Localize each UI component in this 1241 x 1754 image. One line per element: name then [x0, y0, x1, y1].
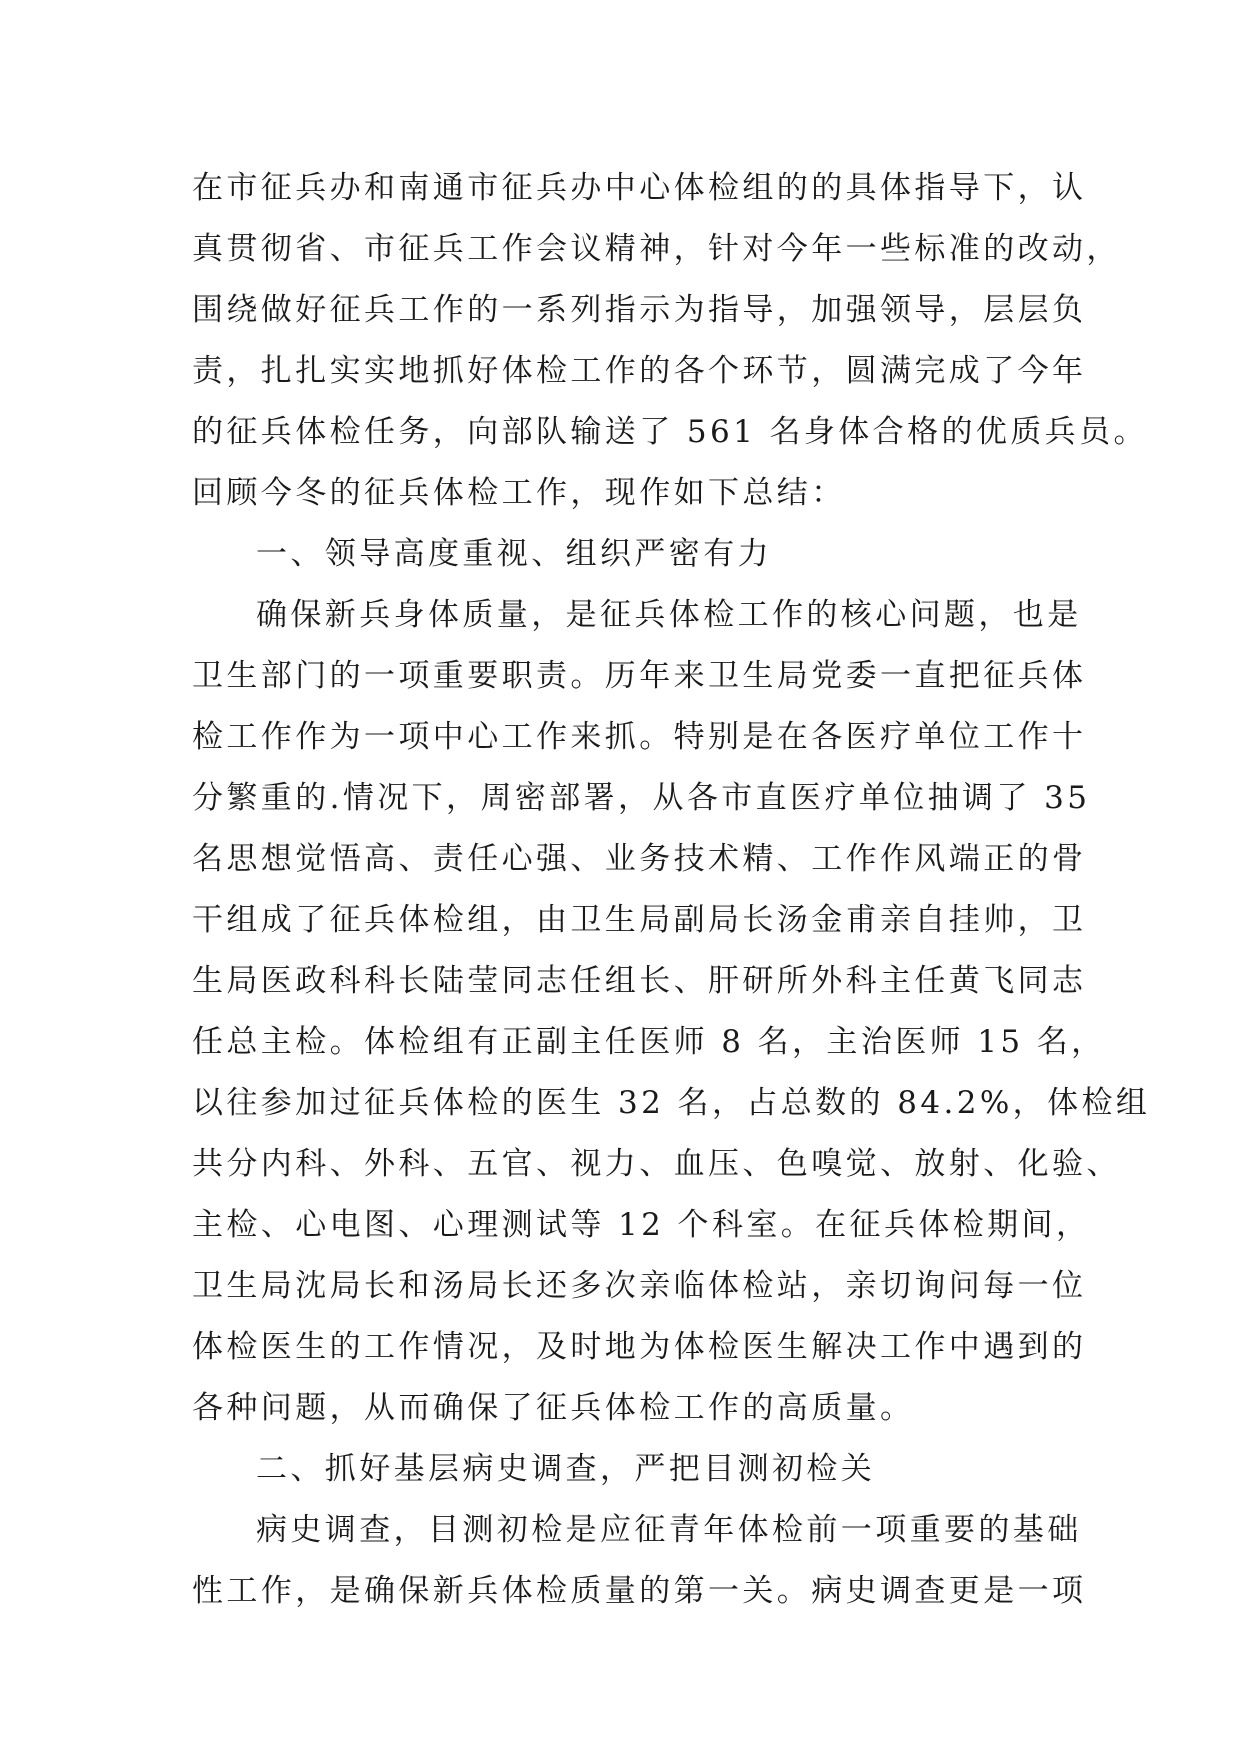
body-line: 各种问题，从而确保了征兵体检工作的高质量。 [192, 1390, 915, 1426]
section-heading-1: 一、领导高度重视、组织严密有力 [256, 536, 772, 572]
body-line: 共分内科、外科、五官、视力、血压、色嗅觉、放射、化验、 [192, 1146, 1121, 1182]
paragraph-first-line: 病史调查，目测初检是应征青年体检前一项重要的基础 [256, 1512, 1082, 1548]
body-line: 生局医政科科长陆莹同志任组长、肝研所外科主任黄飞同志 [192, 963, 1087, 999]
body-line: 围绕做好征兵工作的一系列指示为指导，加强领导，层层负 [192, 292, 1087, 328]
body-line: 卫生部门的一项重要职责。历年来卫生局党委一直把征兵体 [192, 658, 1087, 694]
body-line: 的征兵体检任务，向部队输送了 561 名身体合格的优质兵员。 [192, 414, 1148, 450]
body-line: 回顾今冬的征兵体检工作，现作如下总结： [192, 475, 846, 511]
body-line: 在市征兵办和南通市征兵办中心体检组的的具体指导下，认 [192, 170, 1087, 206]
body-line: 责，扎扎实实地抓好体检工作的各个环节，圆满完成了今年 [192, 353, 1087, 389]
body-line: 性工作，是确保新兵体检质量的第一关。病史调查更是一项 [192, 1573, 1087, 1609]
body-line: 体检医生的工作情况，及时地为体检医生解决工作中遇到的 [192, 1329, 1087, 1365]
paragraph-first-line: 确保新兵身体质量，是征兵体检工作的核心问题，也是 [256, 597, 1082, 633]
body-line: 真贯彻省、市征兵工作会议精神，针对今年一些标准的改动， [192, 231, 1121, 267]
body-line: 以往参加过征兵体检的医生 32 名，占总数的 84.2%，体检组 [192, 1085, 1151, 1121]
body-line: 干组成了征兵体检组，由卫生局副局长汤金甫亲自挂帅，卫 [192, 902, 1087, 938]
document-body [192, 158, 1151, 1622]
body-line: 分繁重的.情况下，周密部署，从各市直医疗单位抽调了 35 [192, 780, 1091, 816]
section-heading-2: 二、抓好基层病史调查，严把目测初检关 [256, 1451, 876, 1487]
body-line: 名思想觉悟高、责任心强、业务技术精、工作作风端正的骨 [192, 841, 1087, 877]
body-line: 卫生局沈局长和汤局长还多次亲临体检站，亲切询问每一位 [192, 1268, 1087, 1304]
body-line: 任总主检。体检组有正副主任医师 8 名，主治医师 15 名， [192, 1024, 1106, 1060]
body-line: 主检、心电图、心理测试等 12 个科室。在征兵体检期间， [192, 1207, 1091, 1243]
body-line: 检工作作为一项中心工作来抓。特别是在各医疗单位工作十 [192, 719, 1087, 755]
